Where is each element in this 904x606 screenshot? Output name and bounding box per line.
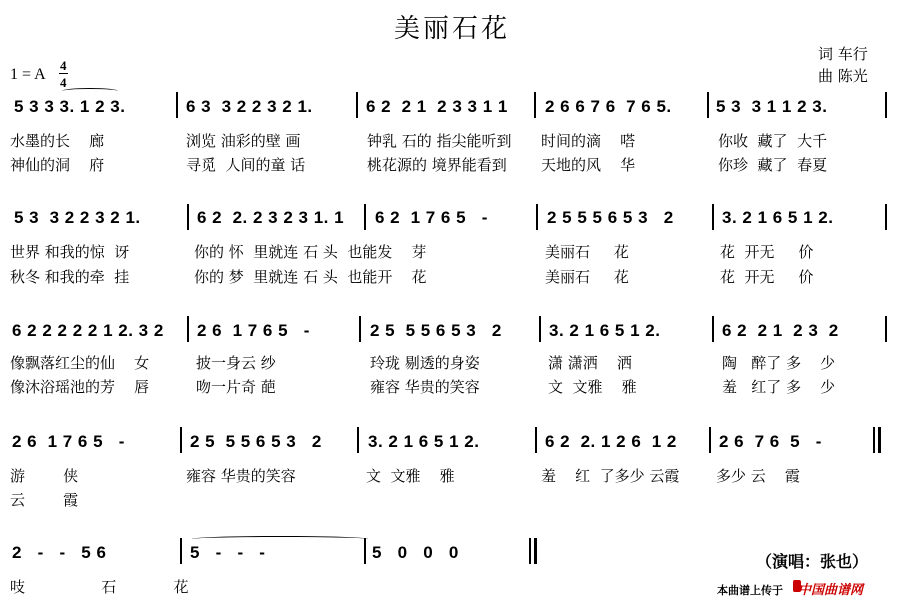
lyric-line: 神仙的洞 府 — [10, 156, 105, 174]
barline — [356, 92, 358, 118]
measure: 2 6 6 7 6 7 6 5. — [545, 97, 672, 116]
barline — [180, 427, 182, 453]
lyric-line: 你的 梦 里就连 石 头 也能开 花 — [194, 268, 427, 286]
lyric-line: 游 侠 — [10, 467, 79, 485]
time-signature-top: 4 — [60, 58, 67, 73]
barline — [180, 538, 182, 564]
measure: 6 2 2 2 2 2 1 2. 3 2 — [12, 321, 164, 340]
barline — [535, 427, 537, 453]
measure: 6 2 1 7 6 5 - — [375, 208, 488, 227]
lyric-line: 世界 和我的惊 讶 — [10, 243, 130, 261]
lyric-line: 浏览 油彩的壁 画 — [186, 132, 301, 150]
lyric-line: 钟乳 石的 指尖能听到 — [367, 132, 512, 150]
key-signature: 1 = A — [10, 66, 46, 83]
barline — [885, 92, 887, 118]
measure: 2 - - 5 6 — [12, 543, 107, 562]
measure: 6 3 3 2 2 3 2 1. — [186, 97, 313, 116]
lyric-line: 天地的风 华 — [541, 156, 636, 174]
measure: 6 2 2 1 2 3 3 1 1 — [366, 97, 508, 116]
lyric-line: 文 文雅 雅 — [548, 378, 637, 396]
lyric-line: 玲珑 剔透的身姿 — [370, 354, 480, 372]
lyric-line: 桃花源的 境界能看到 — [367, 156, 507, 174]
measure: 2 5 5 5 6 5 3 2 — [547, 208, 674, 227]
lyric-line: 你珍 藏了 春夏 — [718, 156, 828, 174]
measure: 5 - - - — [190, 543, 266, 562]
barline — [707, 92, 709, 118]
barline — [187, 316, 189, 342]
measure: 3. 2 1 6 5 1 2. — [549, 321, 661, 340]
lyric-line: 美丽石 花 — [545, 243, 629, 261]
lyric-line: 时间的滴 嗒 — [541, 132, 636, 150]
measure: 3. 2 1 6 5 1 2. — [368, 432, 480, 451]
measure: 6 2 2. 2 3 2 3 1. 1 — [197, 208, 345, 227]
barline — [534, 92, 536, 118]
lyric-line: 多少 云 霞 — [716, 467, 800, 485]
measure: 6 2 2. 1 2 6 1 2 — [545, 432, 677, 451]
lyric-line: 雍容 华贵的笑容 — [186, 467, 296, 485]
singer-credit: （演唱：张也） — [756, 552, 869, 571]
measure: 2 6 7 6 5 - — [719, 432, 822, 451]
slur — [62, 88, 118, 94]
lyric-line: 水墨的长 廊 — [10, 132, 105, 150]
upload-note: 本曲谱上传于 — [717, 584, 783, 597]
measure: 3. 2 1 6 5 1 2. — [722, 208, 834, 227]
lyric-line: 吻一片奇 葩 — [196, 378, 276, 396]
barline — [539, 316, 541, 342]
measure: 5 3 3 2 2 3 2 1. — [14, 208, 141, 227]
barline — [709, 427, 711, 453]
lyricist-credit: 词 车行 — [818, 45, 868, 63]
barline — [536, 204, 538, 230]
measure: 6 2 2 1 2 3 2 — [722, 321, 839, 340]
measure: 2 6 1 7 6 5 - — [197, 321, 310, 340]
final-barline — [529, 538, 531, 564]
lyric-line: 羞 红 了多少 云霞 — [541, 467, 680, 485]
measure: 5 3 3 3. 1 2 3. — [14, 97, 126, 116]
barline — [885, 316, 887, 342]
lyric-line: 花 开无 价 — [720, 243, 814, 261]
song-title: 美丽石花 — [393, 14, 510, 44]
repeat-barline-thick — [878, 427, 881, 453]
lyric-line: 像飘落红尘的仙 女 — [10, 354, 150, 372]
lyric-line: 像沐浴瑶池的芳 唇 — [10, 378, 150, 396]
measure: 5 3 3 1 1 2 3. — [716, 97, 828, 116]
lyric-line: 羞 红了 多 少 — [722, 378, 836, 396]
lyric-line: 花 开无 价 — [720, 268, 814, 286]
lyric-line: 潇 潇洒 洒 — [548, 354, 632, 372]
lyric-line: 云 霞 — [10, 491, 79, 509]
lyric-line: 吱 石 花 — [10, 578, 189, 596]
time-signature-bottom: 4 — [60, 75, 67, 90]
final-barline-thick — [534, 538, 537, 564]
barline — [359, 316, 361, 342]
repeat-barline — [873, 427, 875, 453]
site-name: 中国曲谱网 — [798, 583, 864, 598]
measure: 2 5 5 5 6 5 3 2 — [190, 432, 322, 451]
barline — [357, 427, 359, 453]
barline — [176, 92, 178, 118]
barline — [187, 204, 189, 230]
barline — [712, 204, 714, 230]
composer-credit: 曲 陈光 — [818, 67, 868, 85]
lyric-line: 陶 醉了 多 少 — [722, 354, 836, 372]
lyric-line: 你收 藏了 大千 — [718, 132, 828, 150]
lyric-line: 披一身云 纱 — [196, 354, 276, 372]
lyric-line: 雍容 华贵的笑容 — [370, 378, 480, 396]
barline — [364, 204, 366, 230]
time-signature-line — [59, 73, 68, 74]
measure: 2 5 5 5 6 5 3 2 — [370, 321, 502, 340]
measure: 2 6 1 7 6 5 - — [12, 432, 125, 451]
lyric-line: 文 文雅 雅 — [366, 467, 455, 485]
lyric-line: 你的 怀 里就连 石 头 也能发 芽 — [194, 243, 427, 261]
measure: 5 0 0 0 — [372, 543, 459, 562]
lyric-line: 秋冬 和我的牵 挂 — [10, 268, 130, 286]
lyric-line: 寻觅 人间的童 话 — [186, 156, 306, 174]
lyric-line: 美丽石 花 — [545, 268, 629, 286]
barline — [885, 204, 887, 230]
tie — [192, 536, 368, 542]
barline — [712, 316, 714, 342]
